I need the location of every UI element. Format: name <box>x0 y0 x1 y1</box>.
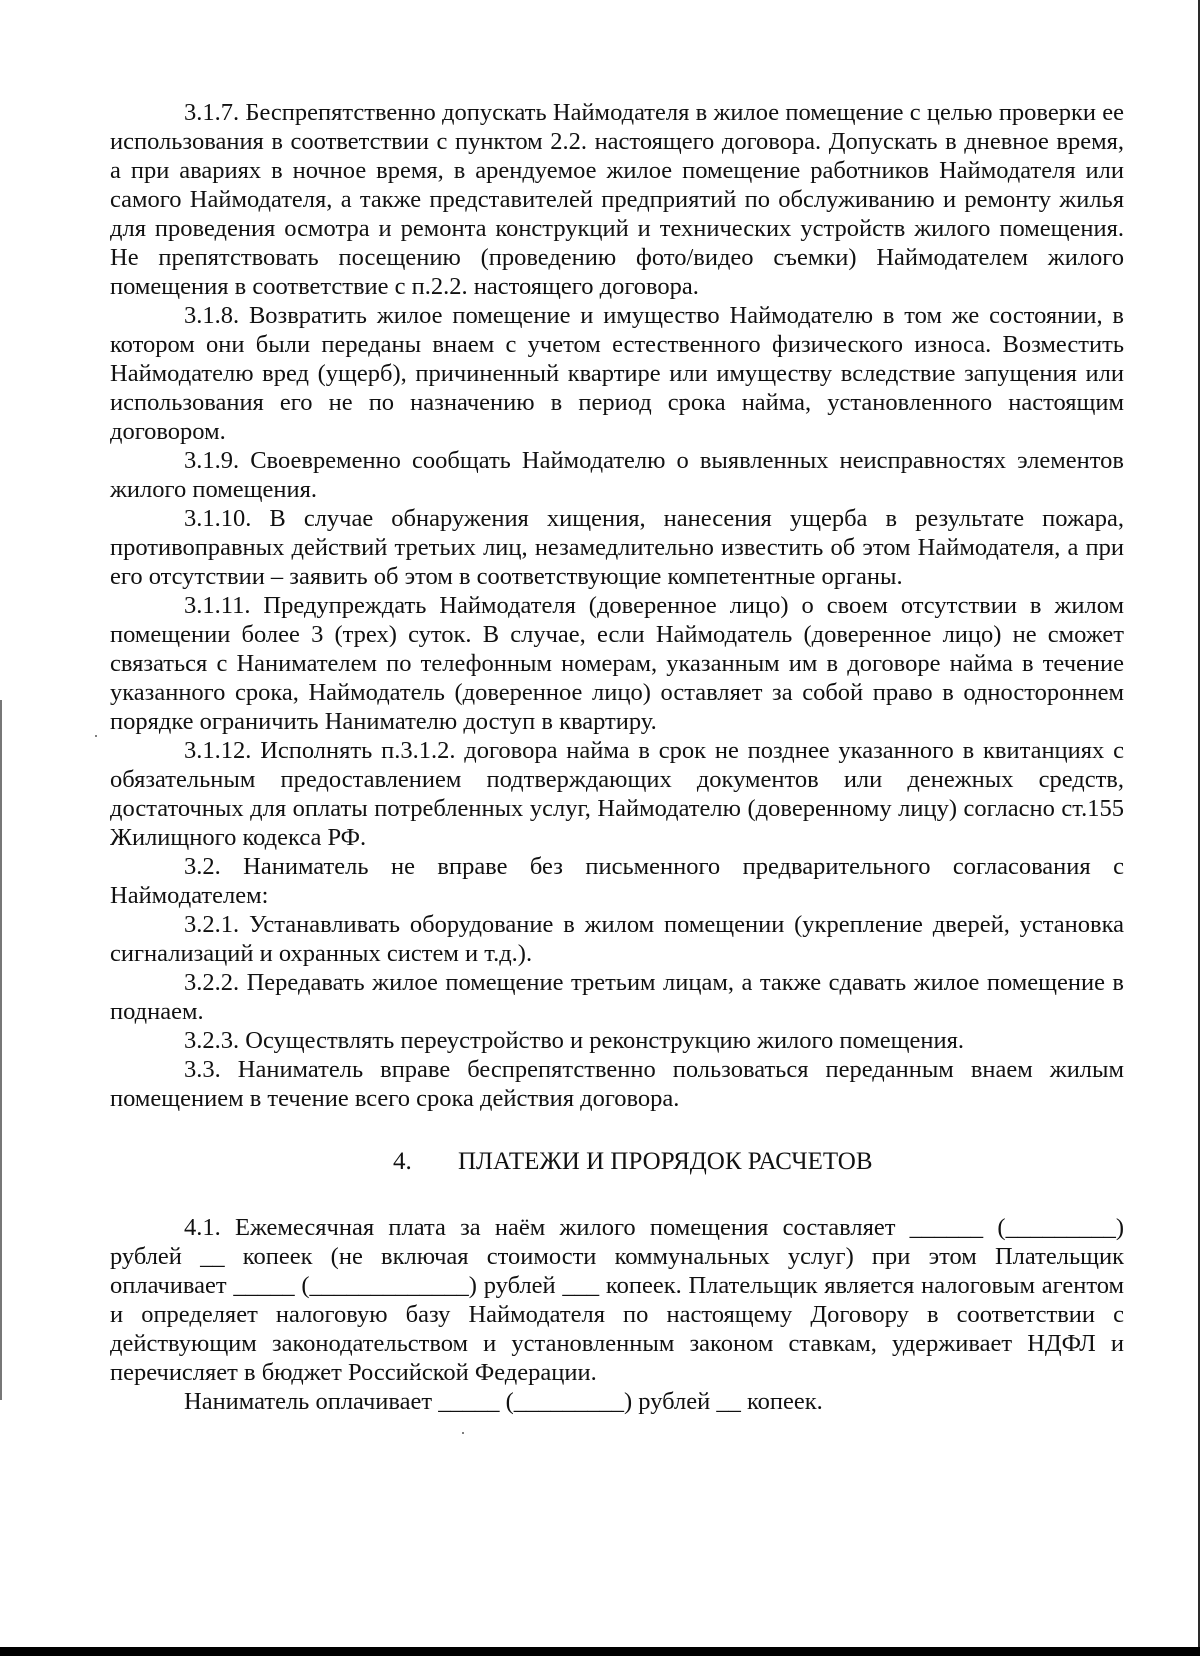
paragraph-3-1-12: 3.1.12. Исполнять п.3.1.2. договора найма в срок не позднее указанного в квитанциях с обязательным предоставлением подтверждающих документов или денежных средств, достаточных для оплаты потребленных услуг, Наймодателю (доверенному лицу) согласно ст.155 Жилищного кодекса РФ. <box>110 737 1124 851</box>
paragraph-4-1: 4.1. Ежемесячная плата за наём жилого помещения составляет ______ (_________) рублей __ копеек (не включая стоимости коммунальных услуг) при этом Плательщик оплачивает _____ (_____________) рублей ___ копеек. Плательщик является налоговым агентом и определяет налоговую базу Наймодателя по настоящему Договору в соответствии с действующим законодательством и установленным законом ставкам, удерживает НДФЛ и перечисляет в бюджет Российской Федерации. <box>110 1214 1124 1386</box>
section-title-text: ПЛАТЕЖИ И ПРОРЯДОК РАСЧЕТОВ <box>458 1148 873 1175</box>
paragraph-3-1-8: 3.1.8. Возвратить жилое помещение и имущество Наймодателю в том же состоянии, в котором они были переданы внаем с учетом естественного физического износа. Возместить Наймодателю вред (ущерб), причиненный квартире или имуществу вследствие запущения или использования его не по назначению в период срока найма, установленного настоящим договором. <box>110 302 1124 445</box>
scan-speck <box>95 735 97 737</box>
paragraph-3-2-3: 3.2.3. Осуществлять переустройство и реконструкцию жилого помещения. <box>184 1027 964 1054</box>
scan-border-left <box>0 700 2 1400</box>
section-heading <box>110 1147 1124 1177</box>
paragraph-3-1-11: 3.1.11. Предупреждать Наймодателя (доверенное лицо) о своем отсутствии в жилом помещении более 3 (трех) суток. В случае, если Наймодатель (доверенное лицо) не сможет связаться с Нанимателем по телефонным номерам, указанным им в договоре найма в течение указанного срока, Наймодатель (доверенное лицо) оставляет за собой право в одностороннем порядке ограничить Нанимателю доступ в квартиру. <box>110 592 1124 735</box>
document-page <box>110 98 1124 1416</box>
paragraph-3-2: 3.2. Наниматель не вправе без письменного предварительного согласования с Наймодателем: <box>110 853 1124 909</box>
paragraph-3-2-2: 3.2.2. Передавать жилое помещение третьим лицам, а также сдавать жилое помещение в поднаем. <box>110 969 1124 1025</box>
paragraph-3-1-10: 3.1.10. В случае обнаружения хищения, нанесения ущерба в результате пожара, противоправных действий третьих лиц, незамедлительно известить об этом Наймодателя, а при его отсутствии – заявить об этом в соответствующие компетентные органы. <box>110 505 1124 590</box>
scan-speck <box>462 1432 464 1434</box>
paragraph-tenant-payment: Наниматель оплачивает _____ (_________) рублей __ копеек. <box>184 1388 823 1415</box>
paragraph-3-1-9: 3.1.9. Своевременно сообщать Наймодателю о выявленных неисправностях элементов жилого помещения. <box>110 447 1124 503</box>
section-number: 4. <box>393 1148 412 1175</box>
scan-border-bottom <box>0 1647 1200 1656</box>
paragraph-3-2-1: 3.2.1. Устанавливать оборудование в жилом помещении (укрепление дверей, установка сигнализаций и охранных систем и т.д.). <box>110 911 1124 967</box>
paragraph-3-3: 3.3. Наниматель вправе беспрепятственно пользоваться переданным внаем жилым помещением в течение всего срока действия договора. <box>110 1056 1124 1112</box>
paragraph-3-1-7: 3.1.7. Беспрепятственно допускать Наймодателя в жилое помещение с целью проверки ее использования в соответствии с пунктом 2.2. настоящего договора. Допускать в дневное время, а при авариях в ночное время, в арендуемое жилое помещение работников Наймодателя или самого Наймодателя, а также представителей предприятий по обслуживанию и ремонту жилья для проведения осмотра и ремонта конструкций и технических устройств жилого помещения. Не препятствовать посещению (проведению фото/видео съемки) Наймодателем жилого помещения в соответствие с п.2.2. настоящего договора. <box>110 99 1124 300</box>
